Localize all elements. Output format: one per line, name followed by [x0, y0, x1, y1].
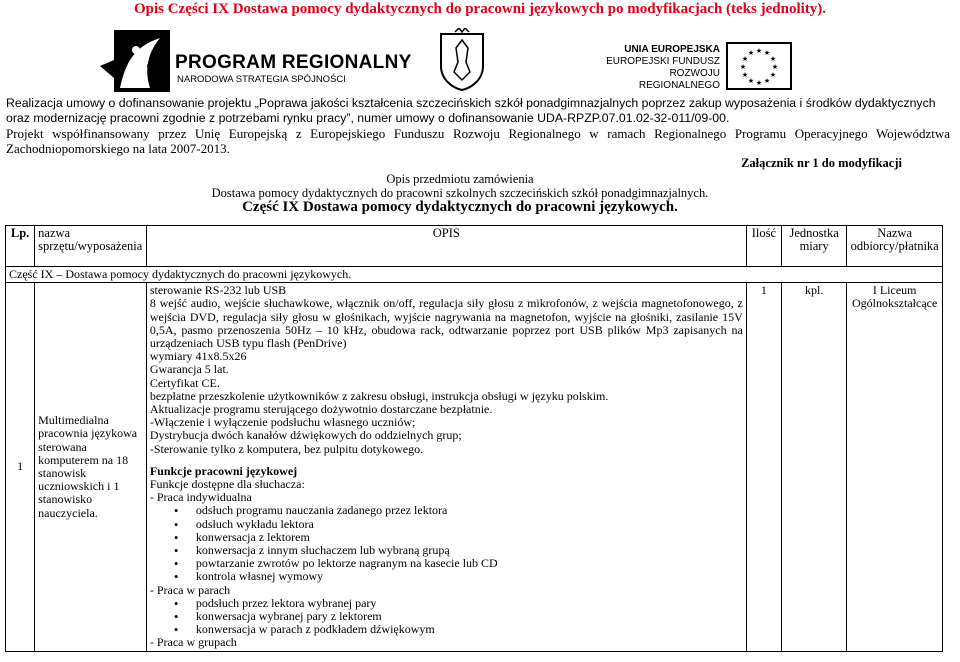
desc-line: Dystrybucja dwóch kanałów dźwiękowych do oddzielnych grup;: [149, 428, 462, 443]
program-regionalny-emblem-icon: [100, 30, 170, 92]
section-label: Część IX – Dostawa pomocy dydaktycznych do pracowni językowych.: [6, 267, 943, 283]
svg-text:★: ★: [741, 55, 749, 63]
list-item: • odsłuch programu nauczania zadanego przez lektora: [196, 504, 743, 517]
subject-line: Dostawa pomocy dydaktycznych do pracowni szkolnych szczecińskich szkół ponadgimnazjalnych.: [211, 186, 709, 200]
desc-line: 8 wejść audio, wejście słuchawkowe, włącznik on/off, regulacja siły głosu z mikrofonów, z wejścia magnetofonowego, z wejścia DVD, regulacja siły głosu w głośnikach, wyjście nagrywania na magnetofon, wyjście na głośniki, zasilanie 15V 0,5A, pasmo przenoszenia 50Hz – 10 kHz, obudowa rack, odtwarzanie poprzez port USB plików Mp3 zapisanych na urządzeniach USB typu flash (PenDrive): [149, 296, 743, 351]
list-item: • konwersacja z lektorem: [196, 531, 743, 544]
group-pairs-title: - Praca w parach: [149, 582, 231, 597]
row-quantity: 1: [746, 283, 781, 651]
part-title: Część IX Dostawa pomocy dydaktycznych do pracowni językowych.: [242, 199, 678, 215]
specification-table: [5, 225, 943, 652]
program-regionalny-logo: [100, 30, 412, 92]
svg-text:★: ★: [747, 77, 755, 85]
logo-strip: [0, 26, 960, 94]
header-unit: Jednostka miary: [782, 226, 847, 267]
svg-text:★: ★: [741, 71, 749, 79]
functions-title: Funkcje pracowni językowej: [149, 463, 298, 478]
list-item: • kontrola własnej wymowy: [196, 570, 743, 583]
intro-paragraph-2: Projekt współfinansowany przez Unię Europejską z Europejskiego Funduszu Rozwoju Regionalnego w ramach Regionalnego Programu Operacyjnego Województwa Zachodniopomorskiego na lata 2007-2013.: [6, 126, 950, 156]
row-description: [146, 283, 746, 651]
svg-text:★: ★: [771, 63, 779, 71]
functions-intro: Funkcje dostępne dla słuchacza:: [149, 477, 305, 492]
list-item: • podsłuch przez lektora wybranej pary: [196, 597, 743, 610]
eu-line-3: ROZWOJU REGIONALNEGO: [638, 68, 720, 91]
desc-line: bezpłatne przeszkolenie użytkowników z zakresu obsługi, instrukcja obsługi w języku polskim.: [149, 388, 609, 403]
intro-paragraph-1: Realizacja umowy o dofinansowanie projektu „Poprawa jakości kształcenia szczecińskich szkół ponadgimnazjalnych poprzez zakup wyposażenia i środków dydaktycznych oraz modernizację pracowni zgodnie z potrzebami rynku pracy”, numer umowy o dofinansowanie UDA-RPZP.07.01.02-32-011/09-00.: [6, 96, 936, 125]
row-item-name: Multimedialna pracownia językowa sterowana komputerem na 18 stanowisk uczniowskich i 1 stanowisko nauczyciela.: [35, 283, 147, 651]
row-unit: kpl.: [782, 283, 847, 651]
row-number: 1: [6, 283, 35, 651]
desc-line: -Włączenie i wyłączenie podsłuchu własnego uczniów;: [149, 415, 416, 430]
list-item: • powtarzanie zwrotów po lektorze nagranym na kasecie lub CD: [196, 557, 743, 570]
group-individual-title: - Praca indywidualna: [149, 490, 252, 505]
table-header-row: [6, 226, 943, 267]
list-item: • konwersacja w parach z podkładem dźwiękowym: [196, 623, 743, 636]
eu-fund-text: [600, 44, 720, 90]
svg-text:★: ★: [763, 77, 771, 85]
svg-text:★: ★: [769, 55, 777, 63]
group-individual-list: [150, 504, 743, 583]
desc-line: -Sterowanie tylko z komputera, bez pulpitu dotykowego.: [149, 441, 424, 456]
document-title: Opis Części IX Dostawa pomocy dydaktycznych do pracowni językowych po modyfikacjach (teks jednolity).: [133, 1, 827, 17]
list-item: • odsłuch wykładu lektora: [196, 518, 743, 531]
program-subtitle: NARODOWA STRATEGIA SPÓJNOŚCI: [177, 74, 346, 85]
table-row: [6, 283, 943, 651]
svg-text:★: ★: [755, 79, 763, 87]
desc-line: Certyfikat CE.: [149, 375, 220, 390]
group-groups-title: - Praca w grupach: [149, 635, 237, 650]
header-lp: Lp.: [6, 226, 35, 267]
header-recipient: Nazwa odbiorcy/płatnika: [847, 226, 943, 267]
desc-line: sterowanie RS-232 lub USB: [149, 283, 287, 298]
header-quantity: Ilość: [746, 226, 781, 267]
header-description: OPIS: [146, 226, 746, 267]
eu-flag-icon: [726, 42, 792, 90]
eu-line-2: EUROPEJSKI FUNDUSZ: [606, 56, 720, 67]
program-title: PROGRAM REGIONALNY: [175, 52, 412, 73]
svg-text:★: ★: [747, 49, 755, 57]
group-pairs-list: [150, 597, 743, 637]
coat-of-arms-icon: [437, 28, 487, 92]
svg-text:★: ★: [763, 49, 771, 57]
row-recipient: I Liceum Ogólnokształcące: [847, 283, 943, 651]
list-item: • konwersacja z innym słuchaczem lub wybraną grupą: [196, 544, 743, 557]
list-item: • konwersacja wybranej pary z lektorem: [196, 610, 743, 623]
svg-text:★: ★: [755, 47, 763, 55]
header-name: nazwa sprzętu/wyposażenia: [35, 226, 147, 267]
eu-line-1: UNIA EUROPEJSKA: [624, 44, 720, 55]
svg-text:★: ★: [769, 71, 777, 79]
desc-line: Gwarancja 5 lat.: [149, 362, 229, 377]
subject-heading: Opis przedmiotu zamówienia: [386, 172, 534, 186]
svg-text:★: ★: [739, 63, 747, 71]
desc-line: wymiary 41x8.5x26: [149, 349, 247, 364]
desc-line: Aktualizacje programu sterującego dożywotnio dostarczane bezpłatnie.: [149, 402, 493, 417]
table-section-row: [6, 267, 943, 283]
annex-label: Załącznik nr 1 do modyfikacji: [741, 156, 902, 170]
